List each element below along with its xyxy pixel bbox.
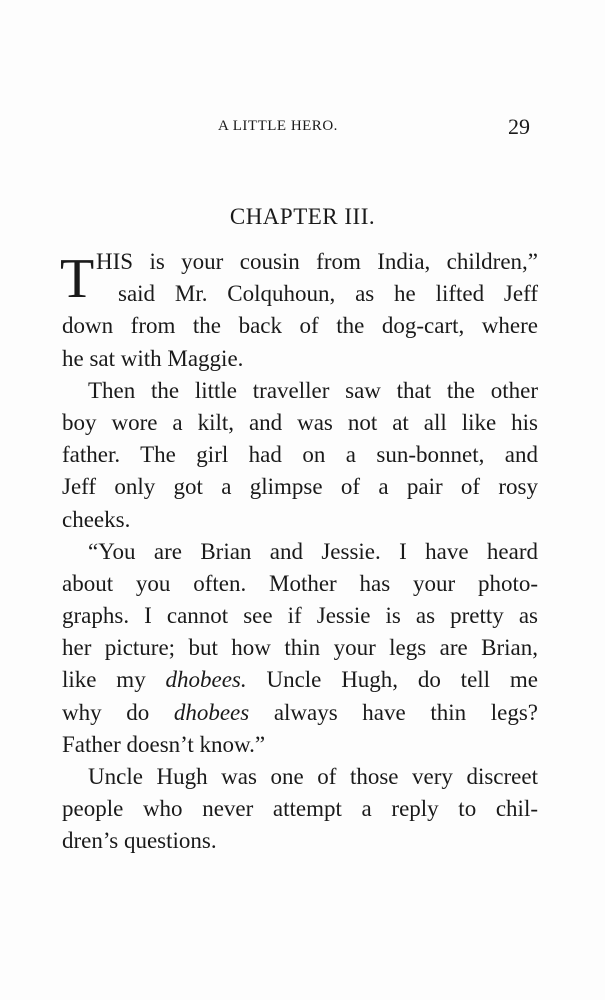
- text-line: cheeks.: [62, 506, 131, 532]
- text-line: Uncle Hugh was one of those very discreet: [88, 764, 538, 789]
- italic-word: dhobees.: [165, 667, 247, 693]
- text-line: he sat with Maggie.: [62, 345, 244, 371]
- chapter-title: CHAPTER III.: [229, 204, 376, 229]
- text-line: people who never attempt a reply to chil-: [62, 796, 538, 822]
- page-number: 29: [508, 114, 530, 139]
- text-line: father. The girl had on a sun-bonnet, and: [62, 442, 538, 468]
- body-text: [62, 246, 538, 858]
- text-line: Father doesn’t know.”: [62, 731, 266, 757]
- text-line: dren’s questions.: [62, 828, 217, 854]
- text-line: her picture; but how thin your legs are Brian,: [62, 635, 538, 661]
- text-line: like my dhobees. Uncle Hugh, do tell me: [62, 667, 538, 693]
- italic-word: dhobees: [173, 699, 250, 725]
- text-line: Then the little traveller saw that the other: [88, 377, 538, 403]
- text-line: said Mr. Colquhoun, as he lifted Jeff: [118, 281, 538, 307]
- text-line: HIS is your cousin from India, children,”: [96, 249, 538, 274]
- drop-cap-letter: T: [60, 248, 95, 310]
- text-line: “You are Brian and Jessie. I have heard: [88, 538, 538, 564]
- text-line: boy wore a kilt, and was not at all like his: [62, 409, 538, 435]
- text-line: Jeff only got a glimpse of a pair of rosy: [62, 474, 538, 500]
- running-head-title: A LITTLE HERO.: [218, 118, 338, 134]
- text-line: about you often. Mother has your photo-: [62, 570, 538, 596]
- text-line: down from the back of the dog-cart, where: [62, 313, 538, 339]
- text-line: why do dhobees always have thin legs?: [62, 699, 538, 725]
- text-line: graphs. I cannot see if Jessie is as pretty as: [62, 603, 538, 629]
